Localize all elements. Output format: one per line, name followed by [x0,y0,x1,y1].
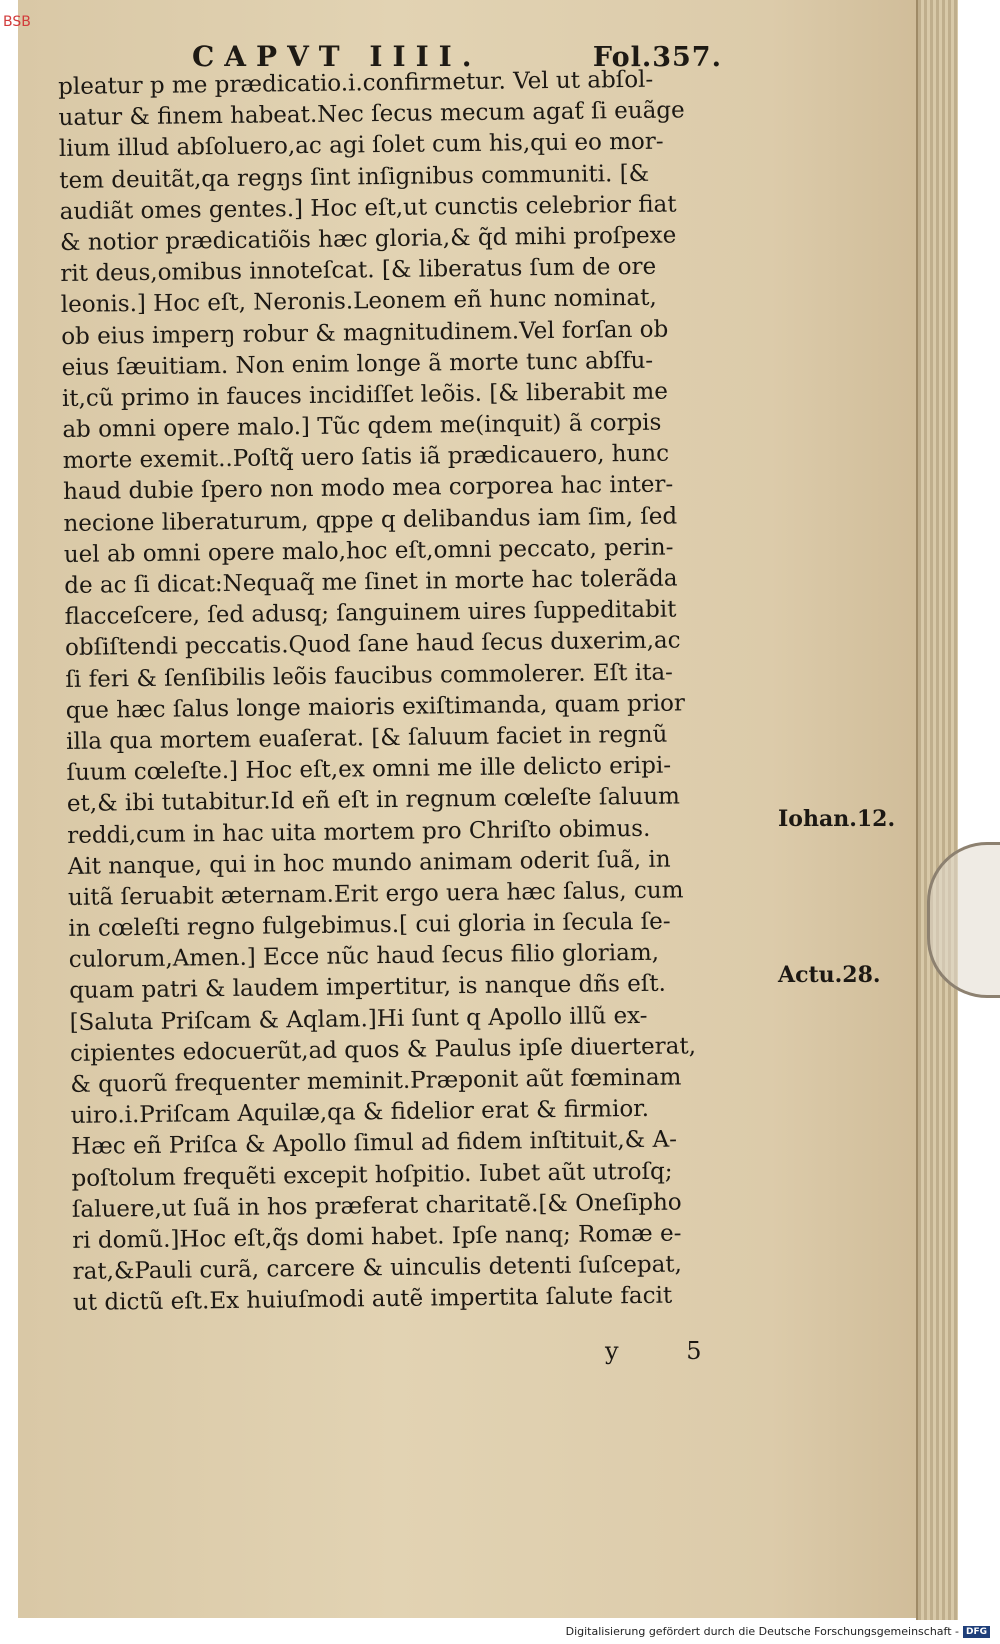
text-line: de ac ſi dicat:Nequaq̃ me ſinet in morte hac tolerãda [64,565,678,599]
text-line: & quorũ frequenter meminit.Præponit aũt fœminam [70,1064,682,1098]
text-line: quam patri & laudem impertitur, is nanque dñs eſt. [69,971,667,1005]
text-line: morte exemit..Poſtq̃ uero ſatis iã prædicauero, hunc [62,440,670,475]
text-line: [Saluta Priſcam & Aqlam.]Hi ſunt q Apollo illũ ex- [69,1002,648,1036]
marginal-note-john: Iohan.12. [778,806,896,832]
dfg-logo: DFG [963,1626,990,1638]
marginal-note-acts: Actu.28. [778,962,881,988]
text-line: ab omni opere malo.] Tũc qdem me(inquit) ã corpis [62,409,662,444]
text-line: in cœleſti regno fulgebimus.[ cui gloria in ſecula ſe- [68,908,671,942]
text-line: reddi,cum in hac uita mortem pro Chriſto obimus. [67,815,651,849]
text-line: ut dictũ eſt.Ex huiuſmodi autẽ impertita ſalute facit [72,1282,673,1317]
text-line: que hæc ſalus longe maioris exiſtimanda, quam prior [65,690,686,724]
signature-mark: y 5 [605,1337,732,1365]
library-mark: BSB [3,14,31,30]
text-line: uel ab omni opere malo,hoc eſt,omni peccato, perin- [63,534,674,568]
folio-number: Fol.357. [592,42,722,73]
text-line: poſtolum frequẽti excepit hoſpitio. Iubet aũt utroſq; [71,1158,673,1192]
body-text [58,63,773,1319]
text-line: uitã ſeruabit æternam.Erit ergo uera hæc ſalus, cum [67,877,684,911]
text-line: audiãt omes gentes.] Hoc eſt,ut cunctis celebrior fiat [59,191,677,225]
text-line: lium illud abſoluero,ac agi ſolet cum his,qui eo mor- [58,128,664,163]
text-line: ſaluere,ut ſuã in hos præferat charitatẽ.[& Oneſipho [71,1189,682,1223]
text-line: Ait nanque, qui in hoc mundo animam oderit ſuã, in [67,846,671,880]
text-line: tem deuitãt,qa regŋs ſint inſignibus communiti. [& [59,160,650,194]
text-line: ſuum cœleſte.] Hoc eſt,ex omni me ille delicto eripi- [66,752,672,787]
text-line: pleatur p me prædicatio.i.confirmetur. Vel ut abſol- [58,66,654,100]
text-line: & notior prædicatiõis hæc gloria,& q̃d mihi proſpexe [59,222,677,256]
text-line: cipientes edocuerũt,ad quos & Paulus ipſe diuerterat, [69,1033,697,1067]
text-line: obſiſtendi peccatis.Quod ſane haud ſecus duxerim,ac [64,627,681,662]
text-line: haud dubie ſpero non modo mea corporea hac inter- [62,471,674,506]
text-line: culorum,Amen.] Ecce nũc haud ſecus filio gloriam, [68,939,660,974]
text-line: it,cũ primo in fauces incidiſſet leõis. [& liberabit me [61,378,669,412]
text-line: rat,&Pauli curã, carcere & uinculis detenti ſuſcepat, [72,1251,683,1286]
text-line: ob eius imperŋ robur & magnitudinem.Vel forſan ob [61,316,669,350]
text-line: ri domũ.]Hoc eſt,q̃s domi habet. Ipſe nanq; Romæ e- [72,1220,682,1254]
text-line: Hæc eñ Priſca & Apollo ſimul ad fidem inſtituit,& A- [70,1126,678,1161]
text-line: illa qua mortem euaſerat. [& ſaluum faciet in regnũ [66,721,668,755]
footer-credit-text: Digitalisierung gefördert durch die Deutsche Forschungsgemeinschaft - [565,1625,959,1638]
text-line: uiro.i.Priſcam Aquilæ,qa & fidelior erat & firmior. [70,1096,650,1130]
text-line: eius ſæuitiam. Non enim longe ã morte tunc abſfu- [61,347,654,381]
running-head: CAPVT IIII. [192,40,482,73]
text-line: leonis.] Hoc eſt, Neronis.Leonem eñ hunc nominat, [60,285,657,319]
text-line: ſi feri & ſenſibilis leõis faucibus commolerer. Eſt ita- [65,659,674,693]
text-line: necione liberaturum, qppe q delibandus iam ſim, ſed [63,503,678,537]
footer-credit [566,1625,990,1638]
page-edge-stack [916,0,958,1620]
text-line: rit deus,omibus innoteſcat. [& liberatus ſum de ore [60,253,657,288]
text-line: flacceſcere, ſed adusq; ſanguinem uires ſuppeditabit [64,596,677,631]
text-line: et,& ibi tutabitur.Id eñ eſt in regnum cœleſte ſaluum [66,783,681,818]
text-line: uatur & finem habeat.Nec ſecus mecum agaƭ ſi euãge [58,97,685,132]
